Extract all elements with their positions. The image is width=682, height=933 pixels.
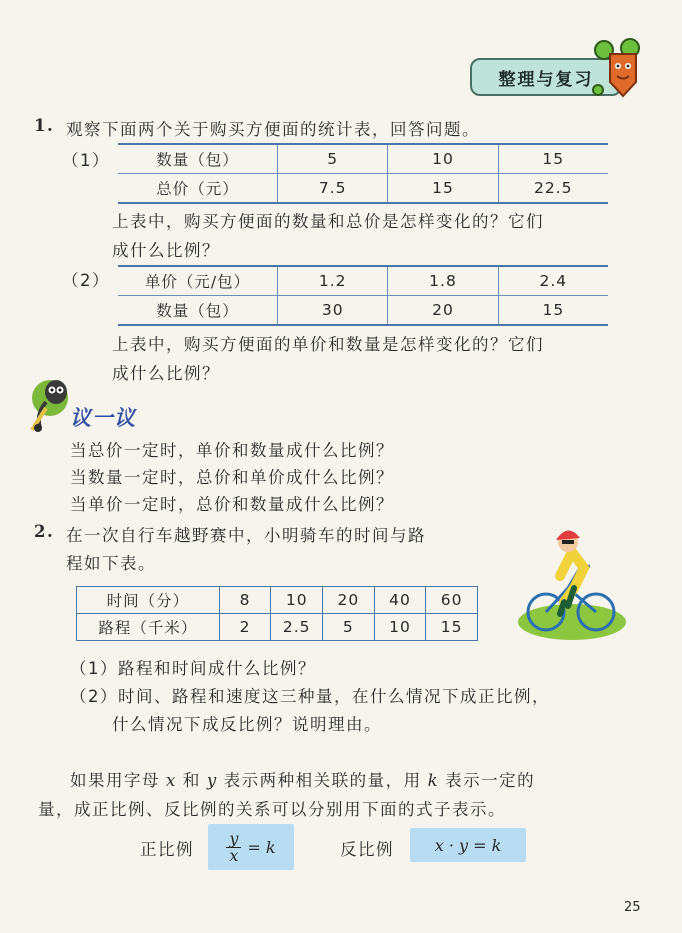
summary-line1 bbox=[70, 767, 535, 791]
table-cell: 20 bbox=[388, 296, 498, 326]
table-cell: 60 bbox=[426, 587, 478, 614]
q1-number: 1. bbox=[34, 116, 55, 135]
table-row bbox=[77, 614, 478, 641]
summary-text: 如果用字母 bbox=[70, 771, 160, 790]
table-header-cell: 数量（包） bbox=[118, 296, 278, 326]
table-cell: 2 bbox=[219, 614, 271, 641]
table-cell: 2.4 bbox=[498, 266, 608, 296]
q2-sub2-line2: 什么情况下成反比例？说明理由。 bbox=[112, 715, 382, 734]
table-header-cell: 数量（包） bbox=[118, 144, 278, 174]
q2-sub1: （1）路程和时间成什么比例？ bbox=[70, 659, 316, 678]
section-badge: 整理与复习 bbox=[470, 58, 622, 96]
pencil-mascot-icon bbox=[592, 34, 648, 100]
q2-number: 2. bbox=[34, 522, 55, 541]
q1-part2-question-line2: 成什么比例？ bbox=[112, 364, 220, 383]
q2-table bbox=[76, 586, 478, 641]
q2-prompt-line2: 程如下表。 bbox=[66, 554, 156, 573]
discuss-line-1: 当总价一定时，单价和数量成什么比例？ bbox=[70, 441, 394, 460]
direct-proportion-formula bbox=[208, 824, 294, 870]
table-cell: 10 bbox=[271, 587, 323, 614]
table-cell: 5 bbox=[278, 144, 388, 174]
var-x: x bbox=[166, 771, 177, 790]
table-row bbox=[118, 174, 608, 204]
discuss-title: 议一议 bbox=[70, 406, 136, 430]
table-header-cell: 单价（元/包） bbox=[118, 266, 278, 296]
q2-prompt-line1: 在一次自行车越野赛中，小明骑车的时间与路 bbox=[66, 526, 426, 545]
table-header-cell: 时间（分） bbox=[77, 587, 220, 614]
ant-mascot-icon bbox=[26, 374, 76, 436]
summary-text: 表示两种相关联的量，用 bbox=[223, 771, 422, 790]
q2-sub2-line1: （2）时间、路程和速度这三种量，在什么情况下成正比例， bbox=[70, 687, 550, 706]
table-row bbox=[77, 587, 478, 614]
summary-text: 和 bbox=[182, 771, 201, 790]
discuss-line-3: 当单价一定时，总价和数量成什么比例？ bbox=[70, 495, 394, 514]
fraction-numerator: y bbox=[226, 831, 241, 848]
table-cell: 40 bbox=[374, 587, 426, 614]
q1-part1-question-line2: 成什么比例？ bbox=[112, 241, 220, 260]
page-number: 25 bbox=[624, 900, 641, 915]
var-k: k bbox=[427, 771, 440, 790]
direct-proportion-label: 正比例 bbox=[140, 840, 194, 859]
fraction-denominator: x bbox=[229, 845, 239, 865]
fraction bbox=[226, 828, 241, 865]
table-cell: 1.2 bbox=[278, 266, 388, 296]
table-header-cell: 路程（千米） bbox=[77, 614, 220, 641]
table-cell: 10 bbox=[374, 614, 426, 641]
q1-prompt: 观察下面两个关于购买方便面的统计表，回答问题。 bbox=[66, 120, 480, 139]
table-cell: 7.5 bbox=[278, 174, 388, 204]
table-cell: 20 bbox=[323, 587, 375, 614]
table-header-cell: 总价（元） bbox=[118, 174, 278, 204]
table-cell: 15 bbox=[426, 614, 478, 641]
q1-table-2 bbox=[118, 265, 608, 326]
inverse-proportion-formula: x · y = k bbox=[410, 828, 526, 862]
table-row bbox=[118, 266, 608, 296]
q1-part1-question-line1: 上表中，购买方便面的数量和总价是怎样变化的？它们 bbox=[112, 212, 544, 231]
formula-rhs: = k bbox=[247, 837, 276, 857]
summary-line2: 量，成正比例、反比例的关系可以分别用下面的式子表示。 bbox=[38, 800, 506, 819]
table-cell: 15 bbox=[388, 174, 498, 204]
table-cell: 15 bbox=[498, 144, 608, 174]
summary-text: 表示一定的 bbox=[445, 771, 536, 790]
q1-part1-label: （1） bbox=[62, 151, 110, 170]
var-y: y bbox=[206, 771, 218, 790]
inverse-proportion-label: 反比例 bbox=[340, 840, 394, 859]
q1-part2-question-line1: 上表中，购买方便面的单价和数量是怎样变化的？它们 bbox=[112, 335, 544, 354]
cyclist-illustration bbox=[516, 516, 628, 640]
table-cell: 22.5 bbox=[498, 174, 608, 204]
table-row bbox=[118, 296, 608, 326]
discuss-line-2: 当数量一定时，总价和单价成什么比例？ bbox=[70, 468, 394, 487]
table-cell: 15 bbox=[498, 296, 608, 326]
table-cell: 30 bbox=[278, 296, 388, 326]
table-cell: 1.8 bbox=[388, 266, 498, 296]
table-cell: 2.5 bbox=[271, 614, 323, 641]
q1-table-1 bbox=[118, 143, 608, 204]
table-row bbox=[118, 144, 608, 174]
table-cell: 8 bbox=[219, 587, 271, 614]
table-cell: 10 bbox=[388, 144, 498, 174]
table-cell: 5 bbox=[323, 614, 375, 641]
q1-part2-label: （2） bbox=[62, 271, 110, 290]
